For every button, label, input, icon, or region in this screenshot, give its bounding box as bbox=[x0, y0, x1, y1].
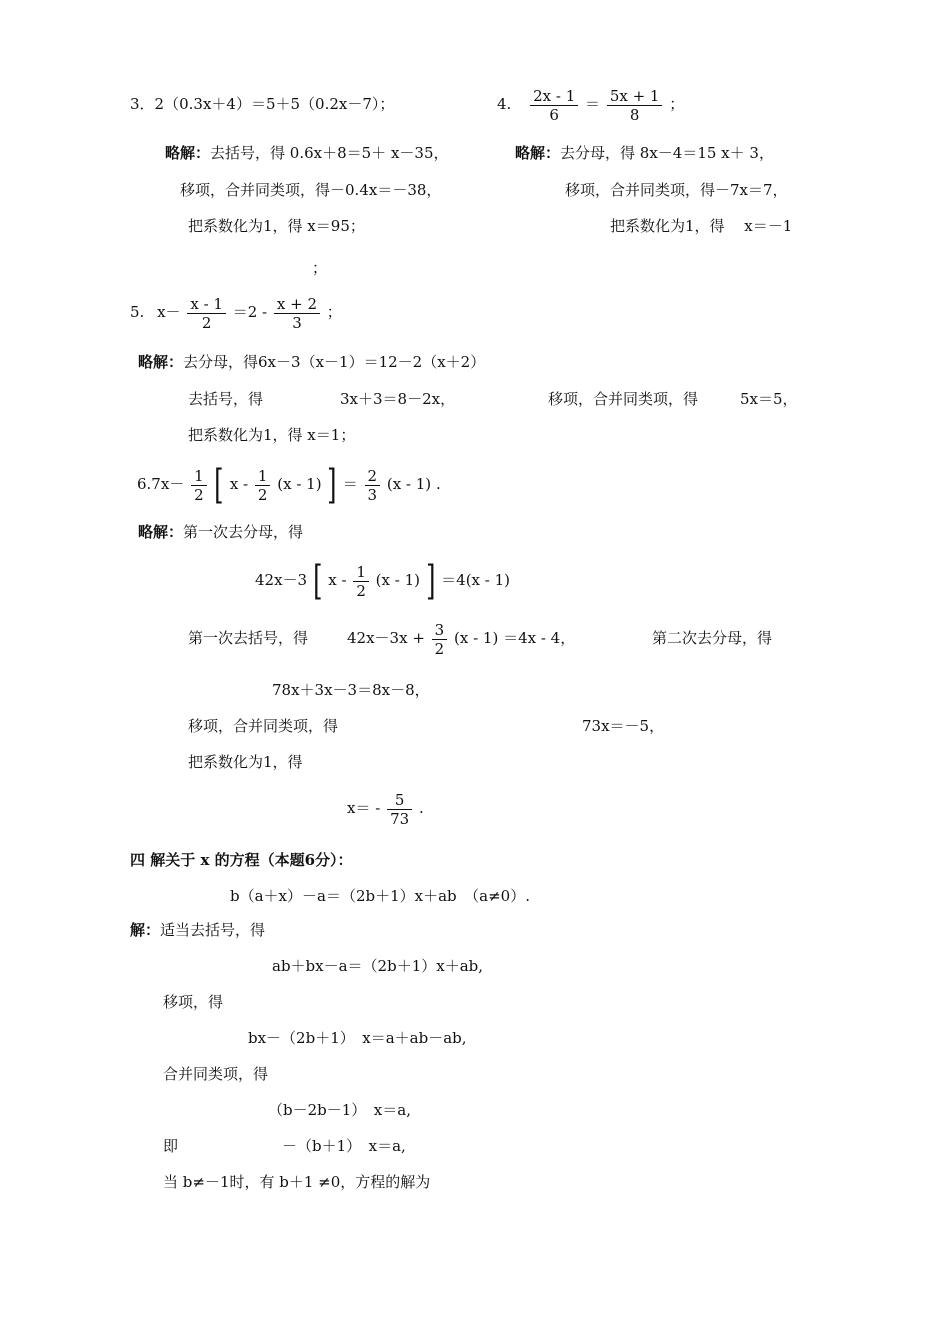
q6-label: 略解： bbox=[138, 523, 184, 541]
q6-solution-line5a: 移项，合并同类项，得 bbox=[188, 717, 339, 735]
q5-label: 略解： bbox=[138, 353, 184, 371]
q6-three-halves-fraction: $\frac{3}{2}$ bbox=[432, 621, 448, 658]
q6-eq2-fraction: $\frac{1}{2}$ bbox=[353, 563, 369, 600]
section-4-line6: （b－2b－1） x＝a, bbox=[268, 1101, 411, 1119]
section-4-equation: b（a＋x）－a＝（2b＋1）x＋ab （a≠0）. bbox=[230, 887, 530, 905]
q6-solution-line5b: 73x＝－5， bbox=[582, 717, 665, 735]
q6-result: x＝ - $\frac{5}{73}$ . bbox=[347, 790, 424, 828]
q3-solution-line2: 移项，合并同类项，得－0.4x＝－38， bbox=[180, 181, 442, 199]
q6-solution-line3d: 第二次去分母，得 bbox=[652, 629, 773, 647]
q4-problem: 4. $\frac{2x - 1}{6}$ ＝ $\frac{5x + 1}{8}$ ； bbox=[497, 86, 685, 124]
q4-rhs-fraction: $\frac{5x + 1}{8}$ bbox=[607, 87, 663, 124]
q6-solution-line3b: 42x－3x + $\frac{3}{2}$ (x - 1) ＝4x - 4， bbox=[347, 620, 576, 658]
q5-solution-line1: 略解：去分母，得6x－3（x－1）＝12－2（x＋2） bbox=[138, 353, 486, 371]
q4-solution-line1: 略解：去分母，得 8x－4＝15 x＋ 3， bbox=[515, 144, 774, 162]
q5-solution-line2d: 5x＝5， bbox=[740, 390, 798, 408]
q3-solution-line3: 把系数化为1，得 x＝95； bbox=[188, 217, 365, 235]
section-4-line4: bx－（2b＋1） x＝a＋ab－ab, bbox=[248, 1029, 467, 1047]
q3-solution-line1: 略解：去括号，得 0.6x＋8＝5＋ x－35， bbox=[165, 144, 449, 162]
q6-problem: 6.7x－ $\frac{1}{2}$ [ x - $\frac{1}{2}$ (x - 1) ] ＝ $\frac{2}{3}$ (x - 1) . bbox=[137, 462, 441, 508]
section-4-line3: 移项，得 bbox=[163, 993, 224, 1011]
q3-label: 略解： bbox=[165, 144, 211, 162]
q6-eq2-left-bracket: [ bbox=[312, 558, 323, 604]
q3-problem: 3．2（0.3x＋4）＝5＋5（0.2x－7）； bbox=[130, 95, 395, 113]
section-4-line2: ab＋bx－a＝（2b＋1）x＋ab, bbox=[272, 957, 484, 975]
q6-solution-line6: 把系数化为1，得 bbox=[188, 753, 303, 771]
q6-inner-fraction: $\frac{1}{2}$ bbox=[255, 467, 271, 504]
q6-rhs-fraction: $\frac{2}{3}$ bbox=[365, 467, 381, 504]
q6-half-fraction: $\frac{1}{2}$ bbox=[191, 467, 207, 504]
q6-eq2-right-bracket: ] bbox=[425, 558, 436, 604]
q5-solution-line2a: 去括号，得 bbox=[188, 390, 264, 408]
section-4-line7b: －（b＋1） x＝a, bbox=[282, 1137, 406, 1155]
q3-stray-semicolon: ； bbox=[312, 259, 328, 277]
section-4-title: 四 解关于 x 的方程（本题6分）： bbox=[130, 851, 353, 869]
q5-solution-line3: 把系数化为1，得 x＝1； bbox=[188, 426, 356, 444]
q6-solution-line1: 略解：第一次去分母，得 bbox=[138, 523, 304, 541]
q5-problem: 5. x－ $\frac{x - 1}{2}$ ＝2 - $\frac{x + 2}{3}$ ； bbox=[130, 294, 342, 332]
q6-equation-2: 42x－3 [ x - $\frac{1}{2}$ (x - 1) ] ＝4(x - 1) bbox=[255, 558, 511, 604]
section-4-line7a: 即 bbox=[163, 1137, 179, 1155]
q4-label: 略解： bbox=[515, 144, 561, 162]
q6-right-bracket: ] bbox=[327, 462, 337, 508]
q5-fraction-2: $\frac{x + 2}{3}$ bbox=[274, 295, 320, 332]
section-4-label: 解： bbox=[130, 921, 161, 939]
q5-fraction-1: $\frac{x - 1}{2}$ bbox=[187, 295, 226, 332]
q5-solution-line2b: 3x＋3＝8－2x， bbox=[340, 390, 456, 408]
q6-solution-line3a: 第一次去括号，得 bbox=[188, 629, 309, 647]
q4-solution-line3: 把系数化为1，得 x＝－1 bbox=[610, 217, 793, 235]
section-4-line8: 当 b≠－1时，有 b＋1 ≠0，方程的解为 bbox=[163, 1173, 431, 1191]
q6-left-bracket: [ bbox=[214, 462, 224, 508]
q6-solution-line4: 78x＋3x－3＝8x－8， bbox=[272, 681, 430, 699]
q6-result-fraction: $\frac{5}{73}$ bbox=[387, 791, 412, 828]
section-4-line1: 解：适当去括号，得 bbox=[130, 921, 266, 939]
q4-lhs-fraction: $\frac{2x - 1}{6}$ bbox=[530, 87, 578, 124]
q4-solution-line2: 移项，合并同类项，得－7x＝7， bbox=[565, 181, 788, 199]
q5-solution-line2c: 移项，合并同类项，得 bbox=[548, 390, 699, 408]
section-4-line5: 合并同类项，得 bbox=[163, 1065, 269, 1083]
